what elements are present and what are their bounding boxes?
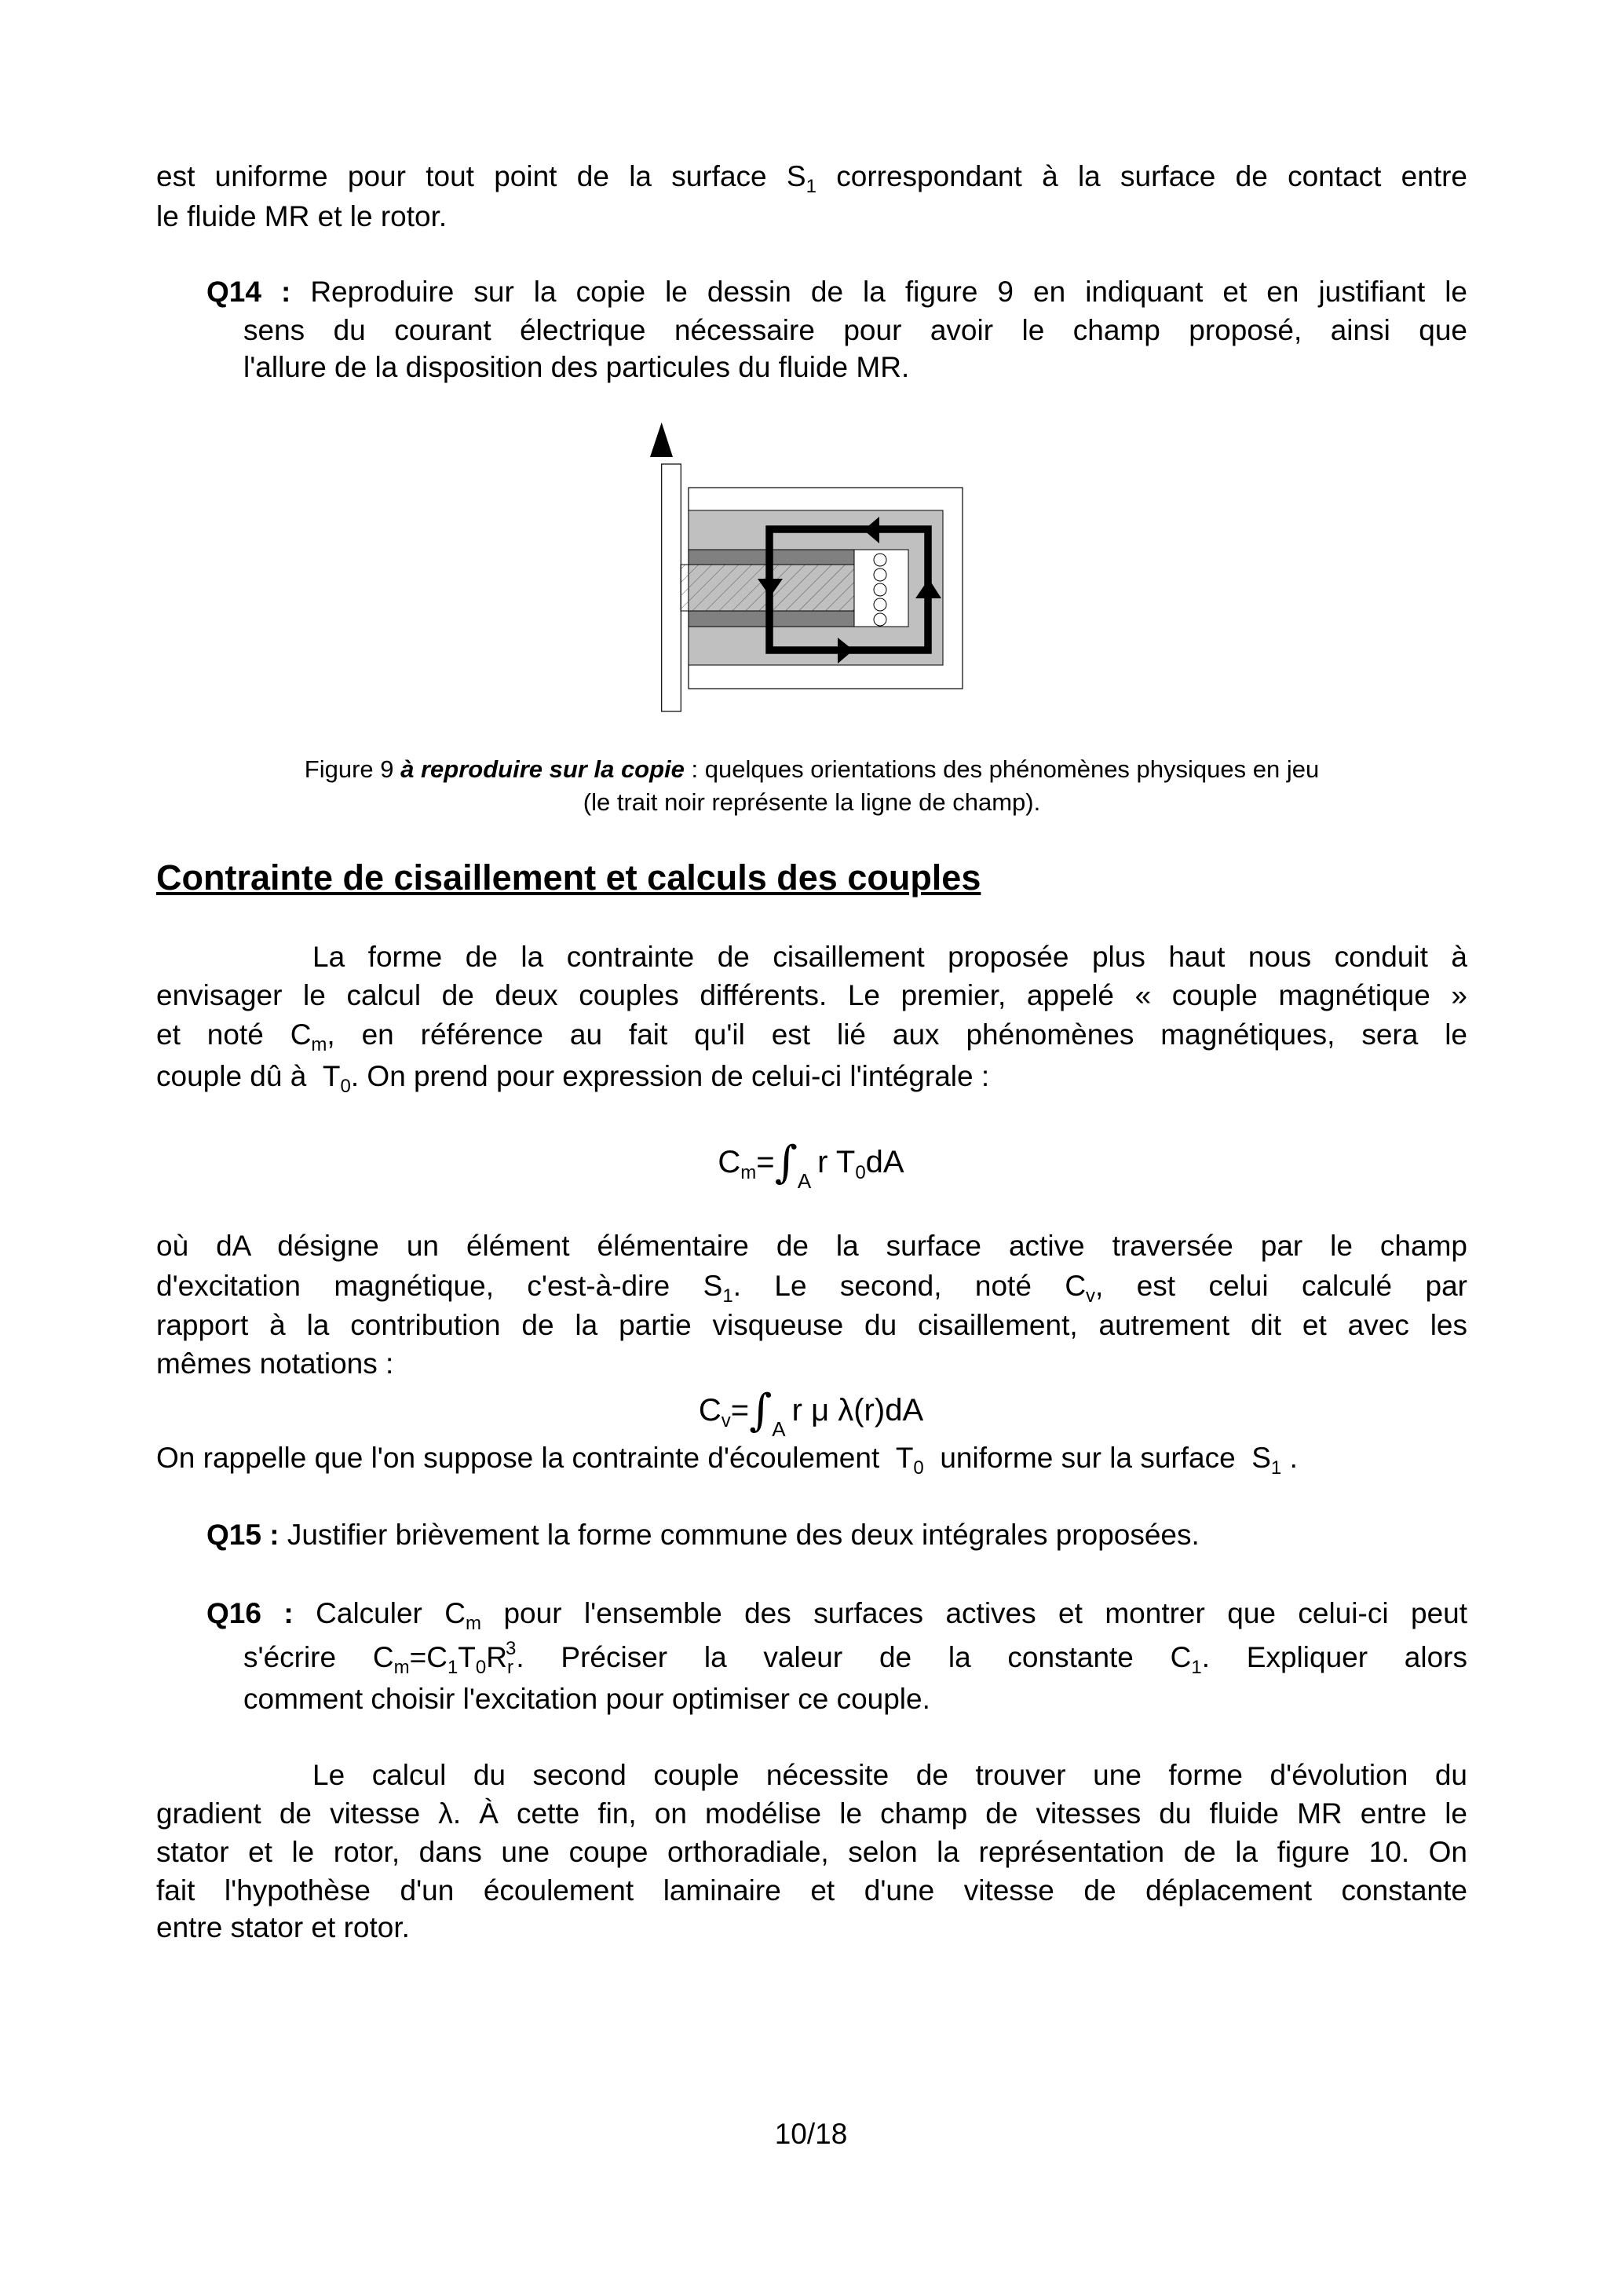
figure-caption-line2: (le trait noir représente la ligne de champ). <box>583 788 1041 816</box>
figure-caption: Figure 9 à reproduire sur la copie : quelques orientations des phénomènes physiques en jeu <box>304 755 1320 783</box>
text-line: sens du courant électrique nécessaire pour avoir le champ proposé, ainsi que <box>243 314 1467 346</box>
page-number: 10/18 <box>774 2118 848 2150</box>
shaft <box>662 464 681 711</box>
text-line: envisager le calcul de deux couples différents. Le premier, appelé « couple magnétique » <box>156 979 1467 1011</box>
text-line: rapport à la contribution de la partie visqueuse du cisaillement, autrement dit et avec les <box>156 1309 1467 1341</box>
coil-turns <box>874 554 886 626</box>
question-q15: Q15 : Justifier brièvement la forme commune des deux intégrales proposées. <box>206 1519 1200 1551</box>
text-line: couple dû à $T_0$. On prend pour expression de celui-ci l'intégrale : <box>156 1060 990 1097</box>
axis-arrow-icon <box>650 422 673 457</box>
formula-Cm-C1-T0-Rr3: $C_m=C_1T_0R_r^3$ <box>372 1638 517 1678</box>
question-q16: Q16 : Calculer $C_m$ pour l'ensemble des surfaces actives et montrer que celui-ci peut <box>206 1597 1468 1634</box>
text-line: le fluide MR et le rotor. <box>156 200 448 232</box>
text-line: mêmes notations : <box>156 1347 394 1380</box>
text-line: Le calcul du second couple nécessite de trouver une forme d'évolution du <box>312 1759 1467 1791</box>
text-line: On rappelle que l'on suppose la contrainte d'écoulement $T_0$ uniforme sur la surface $S_1$ . <box>156 1442 1298 1479</box>
question-q14: Q14 : Reproduire sur la copie le dessin de la figure 9 en indiquant et en justifiant le <box>206 276 1467 308</box>
text-line: d'excitation magnétique, c'est-à-dire $S_1$. Le second, noté $C_v$, est celui calculé par <box>156 1270 1468 1307</box>
text-line: où dA désigne un élément élémentaire de la surface active traversée par le champ <box>156 1230 1467 1262</box>
text-line: La forme de la contrainte de cisaillement proposée plus haut nous conduit à <box>312 941 1467 973</box>
text-line: fait l'hypothèse d'un écoulement laminaire et d'une vitesse de déplacement constante <box>156 1874 1467 1907</box>
figure-9-diagram <box>628 408 989 738</box>
text-line: l'allure de la disposition des particules du fluide MR. <box>243 351 910 383</box>
text-line: gradient de vitesse λ. À cette fin, on modélise le champ de vitesses du fluide MR entre le <box>156 1797 1467 1830</box>
text-line: s'écrire $C_m=C_1T_0R_r^3$. Préciser la valeur de la constante $C_1$. Expliquer alors <box>243 1638 1467 1678</box>
section-title: Contrainte de cisaillement et calculs des couples <box>156 857 981 898</box>
text-line: et noté $C_m$, en référence au fait qu'il est lié aux phénomènes magnétiques, sera le <box>156 1018 1468 1055</box>
text-line: entre stator et rotor. <box>156 1911 410 1943</box>
text-line: comment choisir l'excitation pour optimiser ce couple. <box>243 1683 930 1715</box>
math-S1: $S_1$ <box>786 160 816 197</box>
formula-Cm: $C_m=\int_Ar$ $T_0dA$ <box>718 1137 904 1193</box>
formula-Cv: $C_v=\int_Ar$ μ λ(r)dA <box>698 1385 924 1441</box>
text-line: stator et le rotor, dans une coupe orthoradiale, selon la représentation de la figure 10. On <box>156 1836 1467 1868</box>
text-line: est uniforme pour tout point de la surface $S_1$ correspondant à la surface de contact entre <box>156 160 1468 197</box>
